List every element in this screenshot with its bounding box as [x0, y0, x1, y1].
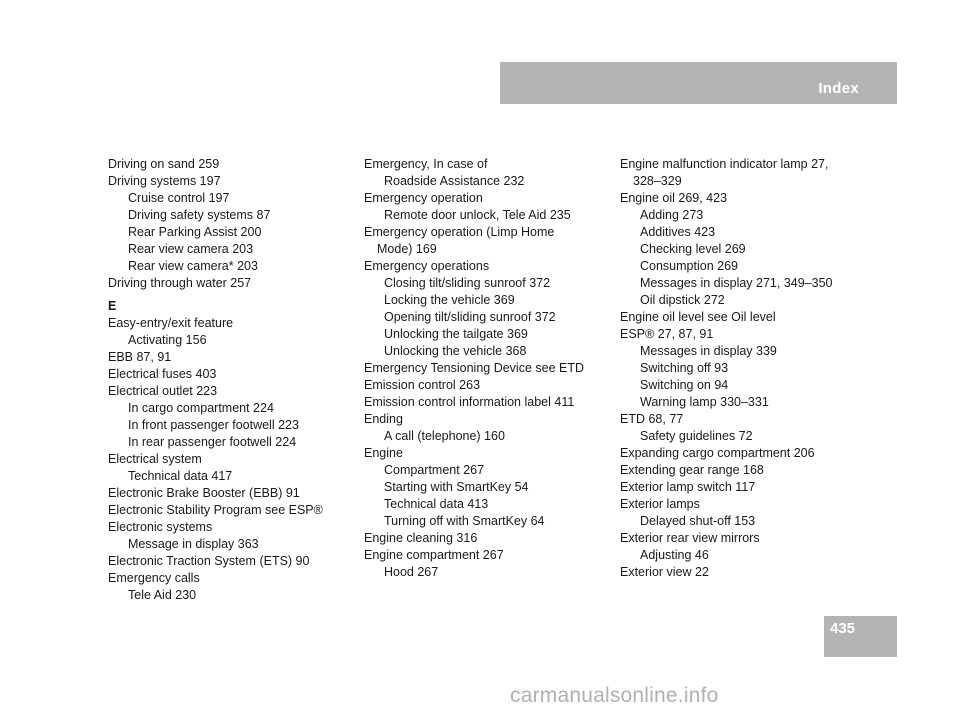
index-subentry: Rear view camera* 203 [128, 259, 258, 273]
index-column-3 [620, 156, 868, 581]
index-subentry: In rear passenger footwell 224 [128, 435, 297, 449]
index-entry: Extending gear range 168 [620, 463, 764, 477]
index-subentry: Roadside Assistance 232 [384, 174, 525, 188]
index-subentry: Driving safety systems 87 [128, 208, 271, 222]
index-entry: Engine malfunction indicator lamp 27, [620, 157, 829, 171]
index-subentry: Warning lamp 330–331 [640, 395, 769, 409]
index-entry: Emergency Tensioning Device see ETD [364, 361, 585, 375]
index-entry: EBB 87, 91 [108, 350, 172, 364]
index-subentry: Rear view camera 203 [128, 242, 254, 256]
index-subentry: Additives 423 [640, 225, 716, 239]
index-subentry: Safety guidelines 72 [640, 429, 753, 443]
index-subentry: Messages in display 339 [640, 344, 777, 358]
index-subentry: A call (telephone) 160 [384, 429, 505, 443]
index-subentry: Unlocking the tailgate 369 [384, 327, 528, 341]
index-entry: Electronic systems [108, 520, 213, 534]
index-entry: Electronic Traction System (ETS) 90 [108, 554, 310, 568]
index-subentry: Adding 273 [640, 208, 704, 222]
index-entry: Electrical fuses 403 [108, 367, 217, 381]
index-entry: Emission control information label 411 [364, 395, 575, 409]
index-subentry: Checking level 269 [640, 242, 746, 256]
index-entry: Engine compartment 267 [364, 548, 504, 562]
index-entry: ESP® 27, 87, 91 [620, 327, 714, 341]
index-subentry: Hood 267 [384, 565, 439, 579]
index-subentry: Unlocking the vehicle 368 [384, 344, 527, 358]
index-subentry: Technical data 413 [384, 497, 489, 511]
page-number-box [824, 616, 897, 657]
index-subentry: Opening tilt/sliding sunroof 372 [384, 310, 556, 324]
index-entry: Emergency, In case of [364, 157, 488, 171]
header-bar [500, 62, 897, 104]
index-column-1 [108, 156, 356, 604]
index-entry: Engine oil level see Oil level [620, 310, 776, 324]
index-letter-heading: E [108, 299, 117, 313]
index-subentry: Turning off with SmartKey 64 [384, 514, 545, 528]
index-column-2 [364, 156, 612, 581]
index-entry: Emergency operations [364, 259, 490, 273]
index-subentry: Messages in display 271, 349–350 [640, 276, 833, 290]
index-subentry: Closing tilt/sliding sunroof 372 [384, 276, 551, 290]
index-subentry: Adjusting 46 [640, 548, 709, 562]
index-entry: Easy-entry/exit feature [108, 316, 234, 330]
index-subentry: In cargo compartment 224 [128, 401, 274, 415]
index-entry: Emergency calls [108, 571, 200, 585]
index-entry: Expanding cargo compartment 206 [620, 446, 815, 460]
index-entry: Emergency operation (Limp Home [364, 225, 555, 239]
index-subentry: Technical data 417 [128, 469, 233, 483]
index-subentry: Oil dipstick 272 [640, 293, 725, 307]
index-entry: Emergency operation [364, 191, 483, 205]
index-entry: Electrical outlet 223 [108, 384, 218, 398]
index-entry: Mode) 169 [377, 242, 437, 256]
index-subentry: Tele Aid 230 [128, 588, 197, 602]
index-entry: Engine cleaning 316 [364, 531, 478, 545]
index-entry: Exterior lamp switch 117 [620, 480, 756, 494]
index-entry: Electronic Brake Booster (EBB) 91 [108, 486, 300, 500]
index-entry: Exterior lamps [620, 497, 700, 511]
index-entry: Driving systems 197 [108, 174, 221, 188]
index-entry: Driving through water 257 [108, 276, 252, 290]
index-subentry: Locking the vehicle 369 [384, 293, 515, 307]
index-subentry: In front passenger footwell 223 [128, 418, 299, 432]
index-subentry: Message in display 363 [128, 537, 259, 551]
index-subentry: Consumption 269 [640, 259, 738, 273]
index-entry: ETD 68, 77 [620, 412, 684, 426]
index-entry: Electrical system [108, 452, 202, 466]
index-entry: Exterior rear view mirrors [620, 531, 760, 545]
index-subentry: Starting with SmartKey 54 [384, 480, 529, 494]
index-subentry: Cruise control 197 [128, 191, 230, 205]
index-entry: Engine [364, 446, 403, 460]
index-entry: Electronic Stability Program see ESP® [108, 503, 323, 517]
index-subentry: Remote door unlock, Tele Aid 235 [384, 208, 571, 222]
index-subentry: Delayed shut-off 153 [640, 514, 756, 528]
index-entry: Emission control 263 [364, 378, 481, 392]
index-entry: Engine oil 269, 423 [620, 191, 728, 205]
index-subentry: Switching off 93 [640, 361, 729, 375]
index-entry: Exterior view 22 [620, 565, 709, 579]
index-subentry: Rear Parking Assist 200 [128, 225, 262, 239]
section-title: Index [818, 80, 859, 97]
page-number: 435 [830, 620, 856, 637]
index-subentry: Switching on 94 [640, 378, 729, 392]
index-entry: 328–329 [633, 174, 682, 188]
index-subentry: Compartment 267 [384, 463, 485, 477]
watermark: carmanualsonline.info [510, 684, 719, 707]
index-entry: Driving on sand 259 [108, 157, 220, 171]
index-subentry: Activating 156 [128, 333, 207, 347]
index-entry: Ending [364, 412, 403, 426]
